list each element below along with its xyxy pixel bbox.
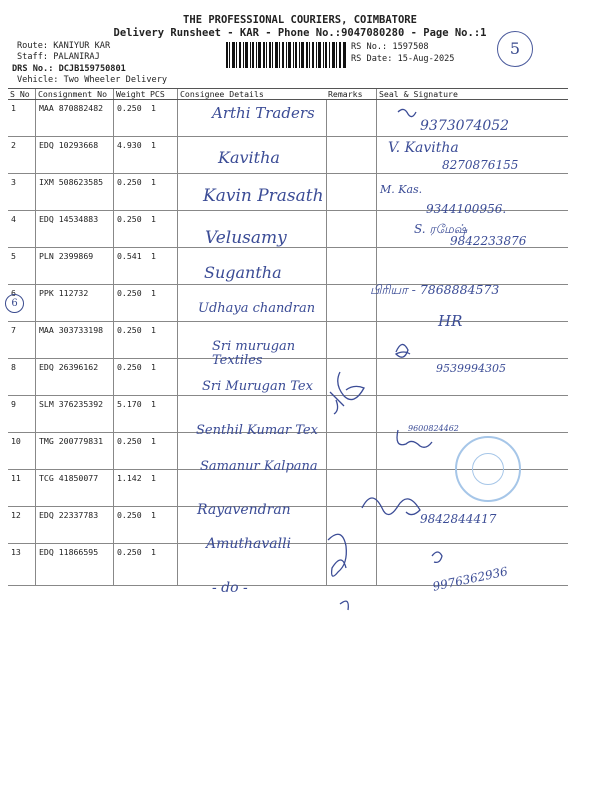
cell-pcs: 1 [148,211,178,248]
runsheet-subtitle: Delivery Runsheet - KAR - Phone No.:9047080280 - Page No.:1 [113,27,487,39]
cell-consignment: TCG 41850077 [36,470,114,507]
col-sno: S No [8,89,36,100]
cell-consignment: EDQ 11866595 [36,544,114,586]
cell-pcs: 1 [148,507,178,544]
row-6-circle-mark: 6 [5,294,24,313]
cell-weight: 0.250 [114,285,149,322]
rs-date: RS Date: 15-Aug-2025 [351,54,455,64]
page-mark-circle: 5 [497,31,533,67]
handwritten-consignee-7: Sri murugan Textiles [212,339,296,368]
handwritten-consignee-2: Kavitha [218,148,280,167]
cell-weight: 0.250 [114,544,149,586]
cell-sno: 10 [8,433,36,470]
seal-stamp-inner [472,453,504,485]
cell-consignment: EDQ 10293668 [36,137,114,174]
cell-pcs: 1 [148,100,178,137]
cell-sno: 9 [8,396,36,433]
signature-stroke [328,534,346,576]
seal-stamp [455,436,521,502]
cell-consignment: MAA 303733198 [36,322,114,359]
cell-pcs: 1 [148,396,178,433]
cell-consignment: EDQ 14534883 [36,211,114,248]
cell-weight: 4.930 [114,137,149,174]
cell-consignment: TMG 200779831 [36,433,114,470]
cell-pcs: 1 [148,359,178,396]
cell-weight: 1.142 [114,470,149,507]
col-seal: Seal & Signature [377,89,569,100]
cell-weight: 0.250 [114,100,149,137]
handwritten-consignee-1: Arthi Traders [212,104,315,122]
handwritten-phone-4: 9842233876 [450,234,527,248]
cell-sno: 3 [8,174,36,211]
handwritten-consignee-5: Sugantha [204,263,282,282]
cell-sno: 6 [8,285,36,322]
cell-sno: 8 [8,359,36,396]
cell-consignment: PPK 112732 [36,285,114,322]
cell-pcs: 1 [148,174,178,211]
staff-label: Staff: PALANIRAJ [17,52,100,62]
cell-pcs: 1 [148,544,178,586]
signature-stroke [397,430,432,447]
cell-consignment: EDQ 22337783 [36,507,114,544]
handwritten-signature-4: S. ரமேஷ் [414,222,468,236]
rs-number: RS No.: 1597508 [351,42,429,52]
handwritten-consignee-9: Senthil Kumar Tex [196,423,318,438]
cell-consignment: IXM 508623585 [36,174,114,211]
col-consignment: Consignment No [36,89,114,100]
handwritten-signature-3: M. Kas. [380,183,423,196]
col-consignee: Consignee Details [178,89,327,100]
cell-consignment: SLM 376235392 [36,396,114,433]
cell-consignment: MAA 870882482 [36,100,114,137]
handwritten-consignee-11: Rayavendran [197,502,291,518]
cell-pcs: 1 [148,433,178,470]
cell-pcs: 1 [148,322,178,359]
cell-sno: 13 [8,544,36,586]
signature-stroke [362,498,420,515]
col-remarks: Remarks [326,89,377,100]
handwritten-phone-11: 9842844417 [420,512,497,526]
handwritten-phone-2: 8270876155 [442,158,519,172]
signature-stroke [340,601,348,610]
cell-consignment: EDQ 26396162 [36,359,114,396]
signature-stroke [432,552,442,562]
cell-weight: 0.250 [114,359,149,396]
handwritten-phone-5: பிரியா - 7868884573 [370,282,500,297]
cell-consignment: PLN 2399869 [36,248,114,285]
cell-weight: 0.250 [114,507,149,544]
handwritten-consignee-3: Kavin Prasath [203,186,324,206]
handwritten-consignee-12: Amuthavalli [206,536,292,552]
signature-stroke [338,372,364,400]
handwritten-phone-3: 9344100956. [426,202,507,216]
handwritten-phone-9: 9600824462 [408,424,459,433]
cell-weight: 0.250 [114,211,149,248]
cell-sno: 2 [8,137,36,174]
signature-stroke [330,392,344,414]
cell-weight: 5.170 [114,396,149,433]
cell-pcs: 1 [148,285,178,322]
handwritten-signature-2: V. Kavitha [388,140,459,156]
cell-weight: 0.250 [114,433,149,470]
handwritten-signature-6: HR [438,312,463,330]
cell-pcs: 1 [148,248,178,285]
cell-pcs: 1 [148,470,178,507]
cell-sno: 1 [8,100,36,137]
cell-sno: 11 [8,470,36,507]
handwritten-phone-13: 9976362936 [431,564,509,594]
cell-sno: 12 [8,507,36,544]
cell-sno: 5 [8,248,36,285]
handwritten-phone-7: 9539994305 [436,362,506,375]
col-pcs: PCS [148,89,178,100]
handwritten-consignee-8: Sri Murugan Tex [202,379,313,394]
cell-sno: 7 [8,322,36,359]
cell-weight: 0.541 [114,248,149,285]
handwritten-consignee-10: Samanur Kalpana [200,459,318,474]
handwritten-phone-1: 9373074052 [420,118,510,134]
handwritten-consignee-13: - do - [212,580,248,596]
cell-sno: 4 [8,211,36,248]
route-label: Route: KANIYUR KAR [17,41,111,51]
drs-number: DRS No.: DCJB159750801 [12,64,126,74]
cell-weight: 0.250 [114,322,149,359]
signature-stroke [396,344,410,357]
cell-pcs: 1 [148,137,178,174]
handwritten-consignee-4: Velusamy [205,228,287,248]
vehicle-label: Vehicle: Two Wheeler Delivery [17,75,168,85]
cell-weight: 0.250 [114,174,149,211]
handwritten-consignee-6: Udhaya chandran [198,301,316,316]
company-title: THE PROFESSIONAL COURIERS, COIMBATORE [183,14,417,26]
signature-stroke [398,109,416,116]
col-weight: Weight [114,89,149,100]
